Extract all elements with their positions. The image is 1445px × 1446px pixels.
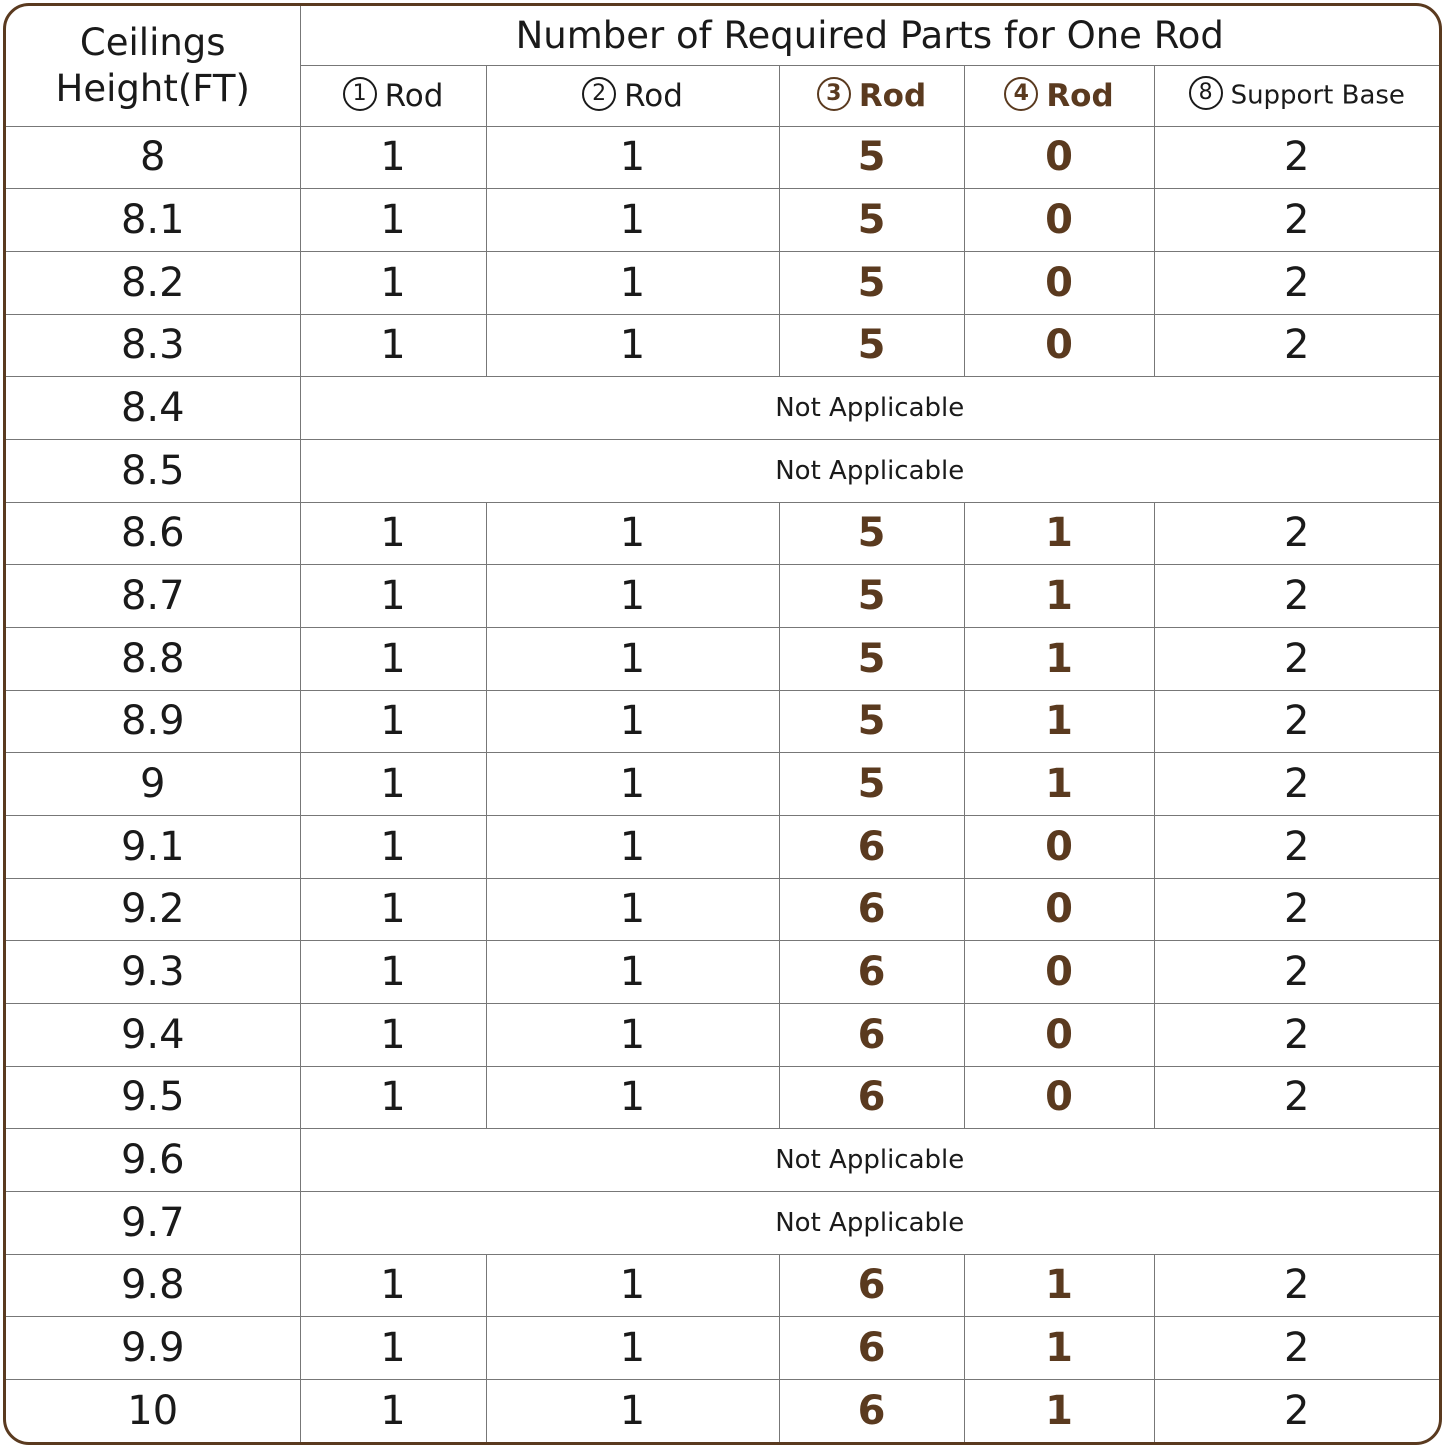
part-count-cell: 1: [300, 314, 486, 377]
ceiling-height-cell: 9.8: [6, 1254, 300, 1317]
part-count-cell: 1: [300, 1380, 486, 1443]
header-row-top: [6, 6, 1439, 66]
table-row: [6, 1317, 1439, 1380]
part-count-cell: 1: [300, 878, 486, 941]
column-label: Rod: [858, 77, 927, 114]
circled-number-icon: 3: [817, 77, 851, 111]
part-count-cell: 2: [1154, 815, 1439, 878]
part-count-cell: 0: [964, 815, 1154, 878]
part-count-cell: 6: [779, 941, 964, 1004]
circled-number-icon: 8: [1189, 76, 1223, 110]
ceiling-height-cell: 8.1: [6, 189, 300, 252]
part-count-cell: 1: [300, 126, 486, 189]
ceiling-height-cell: 8.5: [6, 439, 300, 502]
column-header-rod-2: [486, 66, 779, 126]
part-count-cell: 1: [964, 565, 1154, 628]
part-count-cell: 1: [300, 627, 486, 690]
column-header-rod-4: [964, 66, 1154, 126]
circled-number-icon: 2: [582, 77, 616, 111]
part-count-cell: 6: [779, 1003, 964, 1066]
part-count-cell: 1: [964, 502, 1154, 565]
column-label: Rod: [624, 77, 683, 114]
table-row: [6, 1003, 1439, 1066]
ceiling-height-cell: 8.8: [6, 627, 300, 690]
not-applicable-cell: Not Applicable: [300, 377, 1439, 440]
ceiling-height-cell: 8.4: [6, 377, 300, 440]
table-row: [6, 565, 1439, 628]
part-count-cell: 1: [300, 502, 486, 565]
part-count-cell: 1: [486, 690, 779, 753]
table-row: [6, 627, 1439, 690]
part-count-cell: 1: [486, 1003, 779, 1066]
part-count-cell: 1: [486, 1254, 779, 1317]
table-row: [6, 377, 1439, 440]
parts-table: [6, 6, 1439, 1442]
part-count-cell: 6: [779, 878, 964, 941]
table-row: [6, 690, 1439, 753]
part-count-cell: 2: [1154, 1380, 1439, 1443]
part-count-cell: 5: [779, 126, 964, 189]
part-count-cell: 5: [779, 565, 964, 628]
part-count-cell: 5: [779, 690, 964, 753]
part-count-cell: 1: [486, 753, 779, 816]
part-count-cell: 2: [1154, 941, 1439, 1004]
not-applicable-cell: Not Applicable: [300, 439, 1439, 502]
column-label: Rod: [1046, 77, 1114, 114]
ceiling-height-cell: 8.6: [6, 502, 300, 565]
table-row: [6, 126, 1439, 189]
part-count-cell: 5: [779, 627, 964, 690]
part-count-cell: 1: [964, 753, 1154, 816]
part-count-cell: 2: [1154, 690, 1439, 753]
ceiling-height-cell: 10: [6, 1380, 300, 1443]
ceiling-height-cell: 9: [6, 753, 300, 816]
part-count-cell: 1: [300, 251, 486, 314]
part-count-cell: 0: [964, 314, 1154, 377]
table-row: [6, 941, 1439, 1004]
part-count-cell: 1: [964, 690, 1154, 753]
part-count-cell: 1: [486, 126, 779, 189]
part-count-cell: 0: [964, 1003, 1154, 1066]
table-row: [6, 189, 1439, 252]
part-count-cell: 0: [964, 878, 1154, 941]
ceilings-height-header: [6, 6, 300, 126]
table-row: [6, 1129, 1439, 1192]
circled-number-icon: 1: [343, 77, 377, 111]
ceiling-height-cell: 9.2: [6, 878, 300, 941]
part-count-cell: 1: [486, 1380, 779, 1443]
part-count-cell: 6: [779, 1380, 964, 1443]
ceiling-height-cell: 9.3: [6, 941, 300, 1004]
part-count-cell: 2: [1154, 627, 1439, 690]
part-count-cell: 1: [486, 1317, 779, 1380]
part-count-cell: 1: [300, 1003, 486, 1066]
column-label: Support Base: [1230, 80, 1405, 111]
part-count-cell: 6: [779, 1254, 964, 1317]
table-row: [6, 439, 1439, 502]
part-count-cell: 0: [964, 251, 1154, 314]
circled-number-icon: 4: [1004, 77, 1038, 111]
part-count-cell: 1: [486, 627, 779, 690]
ceiling-height-cell: 8.9: [6, 690, 300, 753]
part-count-cell: 6: [779, 1317, 964, 1380]
ceiling-height-cell: 9.1: [6, 815, 300, 878]
table-row: [6, 1191, 1439, 1254]
part-count-cell: 1: [300, 1317, 486, 1380]
ceiling-height-cell: 9.4: [6, 1003, 300, 1066]
part-count-cell: 1: [486, 815, 779, 878]
part-count-cell: 2: [1154, 1317, 1439, 1380]
table-row: [6, 1254, 1439, 1317]
part-count-cell: 1: [486, 251, 779, 314]
part-count-cell: 1: [964, 1254, 1154, 1317]
part-count-cell: 1: [486, 941, 779, 1004]
ceiling-height-cell: 8.2: [6, 251, 300, 314]
ceiling-height-cell: 8.7: [6, 565, 300, 628]
part-count-cell: 1: [964, 627, 1154, 690]
table-row: [6, 251, 1439, 314]
ceiling-height-cell: 9.6: [6, 1129, 300, 1192]
not-applicable-cell: Not Applicable: [300, 1191, 1439, 1254]
table-row: [6, 878, 1439, 941]
part-count-cell: 2: [1154, 878, 1439, 941]
part-count-cell: 1: [486, 502, 779, 565]
part-count-cell: 1: [300, 941, 486, 1004]
part-count-cell: 5: [779, 502, 964, 565]
column-header-rod-3: [779, 66, 964, 126]
ceiling-height-cell: 9.9: [6, 1317, 300, 1380]
part-count-cell: 2: [1154, 126, 1439, 189]
part-count-cell: 1: [964, 1317, 1154, 1380]
part-count-cell: 1: [964, 1380, 1154, 1443]
table-row: [6, 1066, 1439, 1129]
ceiling-height-cell: 8: [6, 126, 300, 189]
table-row: [6, 815, 1439, 878]
parts-table-frame: [3, 3, 1442, 1445]
part-count-cell: 1: [486, 1066, 779, 1129]
part-count-cell: 5: [779, 189, 964, 252]
part-count-cell: 1: [486, 189, 779, 252]
part-count-cell: 2: [1154, 314, 1439, 377]
part-count-cell: 5: [779, 251, 964, 314]
part-count-cell: 6: [779, 815, 964, 878]
part-count-cell: 1: [486, 878, 779, 941]
part-count-cell: 6: [779, 1066, 964, 1129]
part-count-cell: 1: [300, 1066, 486, 1129]
table-title: Number of Required Parts for One Rod: [300, 6, 1439, 66]
ceiling-height-cell: 8.3: [6, 314, 300, 377]
part-count-cell: 1: [486, 565, 779, 628]
part-count-cell: 1: [300, 565, 486, 628]
part-count-cell: 1: [300, 815, 486, 878]
part-count-cell: 2: [1154, 251, 1439, 314]
table-row: [6, 753, 1439, 816]
part-count-cell: 1: [300, 1254, 486, 1317]
not-applicable-cell: Not Applicable: [300, 1129, 1439, 1192]
part-count-cell: 0: [964, 941, 1154, 1004]
part-count-cell: 0: [964, 126, 1154, 189]
table-row: [6, 502, 1439, 565]
part-count-cell: 2: [1154, 502, 1439, 565]
part-count-cell: 1: [486, 314, 779, 377]
part-count-cell: 5: [779, 753, 964, 816]
part-count-cell: 1: [300, 753, 486, 816]
part-count-cell: 2: [1154, 1003, 1439, 1066]
part-count-cell: 0: [964, 189, 1154, 252]
column-header-support-base: [1154, 66, 1439, 126]
part-count-cell: 2: [1154, 189, 1439, 252]
column-label: Rod: [384, 77, 444, 114]
ceilings-label-line1: Ceilings: [79, 20, 226, 64]
part-count-cell: 2: [1154, 565, 1439, 628]
ceiling-height-cell: 9.5: [6, 1066, 300, 1129]
part-count-cell: 0: [964, 1066, 1154, 1129]
table-row: [6, 314, 1439, 377]
column-header-rod-1: [300, 66, 486, 126]
ceiling-height-cell: 9.7: [6, 1191, 300, 1254]
table-row: [6, 1380, 1439, 1443]
part-count-cell: 1: [300, 690, 486, 753]
part-count-cell: 2: [1154, 753, 1439, 816]
part-count-cell: 2: [1154, 1254, 1439, 1317]
part-count-cell: 2: [1154, 1066, 1439, 1129]
part-count-cell: 1: [300, 189, 486, 252]
part-count-cell: 5: [779, 314, 964, 377]
ceilings-label-line2: Height(FT): [55, 66, 250, 110]
